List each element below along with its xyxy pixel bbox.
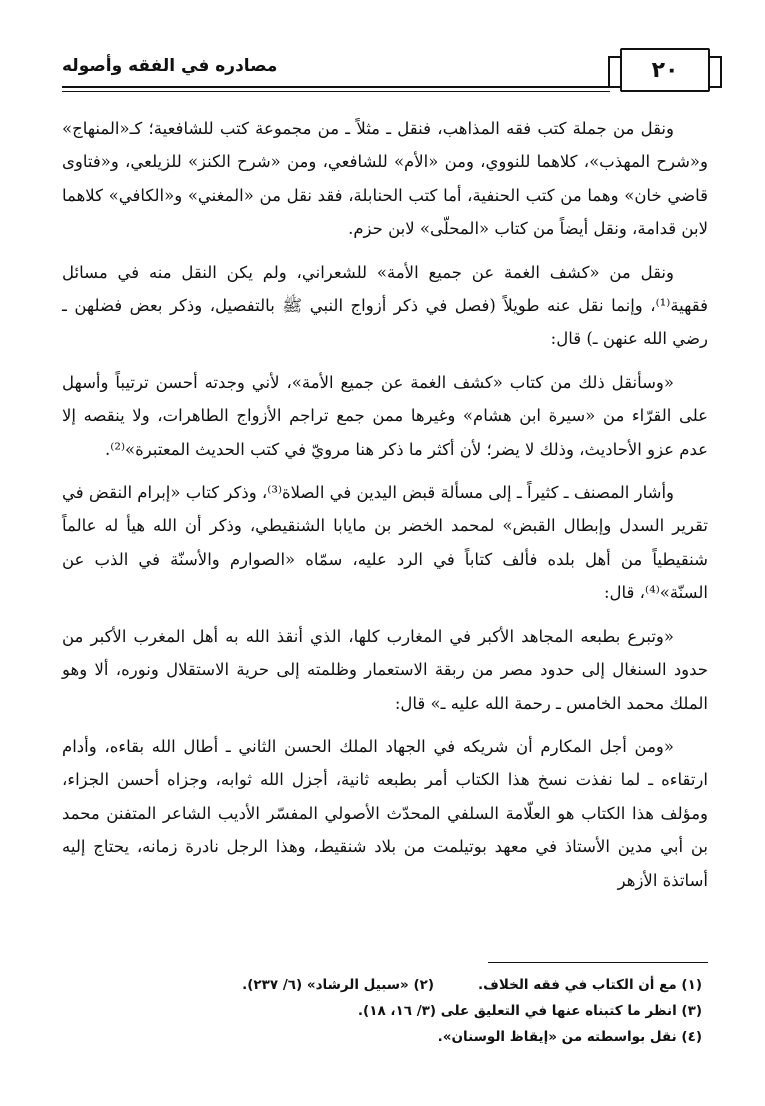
footnote-2: (٢) «سبيل الرشاد» (٦/ ٢٣٧). [242,977,435,993]
page-header [62,46,710,94]
footnote-row [62,1024,702,1050]
header-rule-thin [62,91,610,92]
paragraph: ونقل من جملة كتب فقه المذاهب، فنقل ـ مثلاً ـ من مجموعة كتب للشافعية؛ كـ«المنهاج» و«شرح المهذب»، كلاهما للنووي، ومن «الأم» للشافعي، ومن «شرح الكنز» للزيلعي، و«فتاوى قاضي خان» وهما من كتب الحنفية، أما كتب الحنابلة، فقد نقل من «المغني» و«الكافي» كلاهما لابن قدامة، ونقل أيضاً من كتاب «المحلّى» لابن حزم. [62,119,708,239]
footnote-row [62,998,702,1024]
page-number: ٢٠ [651,57,679,83]
header-rule-thick [62,86,610,88]
footnote-row [62,972,702,998]
paragraph: «وسأنقل ذلك من كتاب «كشف الغمة عن جميع الأمة»، لأني وجدته أحسن ترتيباً وأسهل على القرّاء من «سيرة ابن هشام» وغيرها ممن جمع تراجم الأزواج الطاهرات، ولا ينقصه إلا عدم عزو الأحاديث، وذلك لا يضر؛ لأن أكثر ما ذكر هنا مرويّ في كتب الحديث المعتبرة»⁽²⁾. [62,372,708,459]
footnote-1: (١) مع أن الكتاب في فقه الخلاف. [478,977,702,993]
footnotes [62,972,702,1050]
footnote-separator [488,962,708,963]
running-title: مصادره في الفقه وأصوله [62,56,278,76]
footnote-3: (٣) انظر ما كتبناه عنها في التعليق على (٣/ ١٦، ١٨). [357,1003,702,1019]
main-text [62,112,708,907]
paragraph: «وتبرع بطبعه المجاهد الأكبر في المغارب كلها، الذي أنقذ الله به أهل المغرب الأكبر من حدود السنغال إلى حدود مصر من ربقة الاستعمار وظلمته إلى حرية الاستقلال ونوره، ألا وهو الملك محمد الخامس ـ رحمة الله عليه ـ» قال: [62,626,708,713]
paragraph: ونقل من «كشف الغمة عن جميع الأمة» للشعراني، ولم يكن النقل منه في مسائل فقهية⁽¹⁾، وإنما نقل عنه طويلاً (فصل في ذكر أزواج النبي ﷺ بالتفصيل، وذكر بعض فضلهن ـ رضي الله عنهن ـ) قال: [62,262,708,349]
footnote-4: (٤) نقل بواسطته من «إيقاظ الوسنان». [437,1029,702,1045]
paragraph: «ومن أجل المكارم أن شريكه في الجهاد الملك الحسن الثاني ـ أطال الله بقاءه، وأدام ارتقاءه ـ لما نفذت نسخ هذا الكتاب أمر بطبعه ثانية، أجزل الله ثوابه، وجزاه أحسن الجزاء، ومؤلف هذا الكتاب هو العلّامة السلفي المحدّث الأصولي المفسّر الأديب الشاعر المتفنن محمد بن أبي مدين الأستاذ في معهد بوتيلمت من بلاد شنقيط، وهذا الرجل نادرة زمانه، يحتاج إليه أساتذة الأزهر [62,736,708,890]
page-number-frame [620,48,710,92]
paragraph: وأشار المصنف ـ كثيراً ـ إلى مسألة قبض اليدين في الصلاة⁽³⁾، وذكر كتاب «إبرام النقض في تقرير السدل وإبطال القبض» لمحمد الخضر بن مايابا الشنقيطي، وذكر أن الله هيأ له عالماً شنقيطياً من أهل بلده فألف كتاباً في الرد عليه، سمّاه «الصوارم والأسنّة في الذب عن السنّة»⁽⁴⁾، قال: [62,483,708,603]
